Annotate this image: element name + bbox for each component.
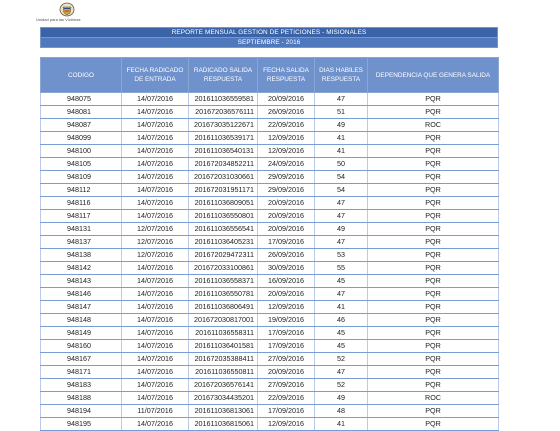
cell-fecha-radicado-entrada: 14/07/2016 xyxy=(122,93,189,106)
cell-radicado-salida: 201611036558311 xyxy=(189,327,258,340)
table-row xyxy=(41,106,499,119)
cell-fecha-radicado-entrada: 14/07/2016 xyxy=(122,379,189,392)
cell-dias-habiles: 53 xyxy=(315,249,368,262)
cell-dependencia: PQR xyxy=(368,405,499,418)
cell-codigo: 948160 xyxy=(41,340,122,353)
cell-dias-habiles: 54 xyxy=(315,184,368,197)
table-row xyxy=(41,171,499,184)
cell-fecha-radicado-entrada: 14/07/2016 xyxy=(122,418,189,431)
cell-fecha-salida: 26/09/2016 xyxy=(258,106,315,119)
cell-dependencia: PQR xyxy=(368,366,499,379)
cell-radicado-salida: 201611036815061 xyxy=(189,418,258,431)
cell-codigo: 948112 xyxy=(41,184,122,197)
cell-dependencia: PQR xyxy=(368,145,499,158)
cell-dependencia: PQR xyxy=(368,184,499,197)
cell-codigo: 948075 xyxy=(41,93,122,106)
cell-radicado-salida: 201672036576111 xyxy=(189,106,258,119)
cell-dias-habiles: 45 xyxy=(315,275,368,288)
table-row xyxy=(41,93,499,106)
cell-fecha-salida: 12/09/2016 xyxy=(258,145,315,158)
cell-dependencia: PQR xyxy=(368,106,499,119)
cell-radicado-salida: 201611036405231 xyxy=(189,236,258,249)
table-row xyxy=(41,210,499,223)
cell-fecha-radicado-entrada: 14/07/2016 xyxy=(122,314,189,327)
cell-dependencia: PQR xyxy=(368,262,499,275)
table-row xyxy=(41,197,499,210)
cell-dependencia: PQR xyxy=(368,249,499,262)
cell-dependencia: PQR xyxy=(368,379,499,392)
table-row xyxy=(41,262,499,275)
cell-fecha-salida: 19/09/2016 xyxy=(258,314,315,327)
cell-dependencia: PQR xyxy=(368,301,499,314)
cell-codigo: 948081 xyxy=(41,106,122,119)
cell-fecha-salida: 29/09/2016 xyxy=(258,184,315,197)
cell-fecha-salida: 20/09/2016 xyxy=(258,197,315,210)
cell-fecha-salida: 17/09/2016 xyxy=(258,405,315,418)
cell-radicado-salida: 201672030817001 xyxy=(189,314,258,327)
table-row xyxy=(41,119,499,132)
cell-dependencia: PQR xyxy=(368,353,499,366)
cell-codigo: 948099 xyxy=(41,132,122,145)
cell-radicado-salida: 201673035122671 xyxy=(189,119,258,132)
cell-dias-habiles: 47 xyxy=(315,236,368,249)
cell-fecha-radicado-entrada: 14/07/2016 xyxy=(122,288,189,301)
report-table xyxy=(40,57,499,431)
cell-dias-habiles: 47 xyxy=(315,210,368,223)
table-row xyxy=(41,301,499,314)
cell-dependencia: PQR xyxy=(368,210,499,223)
cell-dias-habiles: 50 xyxy=(315,158,368,171)
cell-codigo: 948149 xyxy=(41,327,122,340)
cell-dias-habiles: 47 xyxy=(315,197,368,210)
cell-fecha-radicado-entrada: 14/07/2016 xyxy=(122,106,189,119)
table-row xyxy=(41,249,499,262)
cell-radicado-salida: 201673034435201 xyxy=(189,392,258,405)
cell-dias-habiles: 49 xyxy=(315,392,368,405)
cell-fecha-radicado-entrada: 14/07/2016 xyxy=(122,184,189,197)
cell-dias-habiles: 41 xyxy=(315,418,368,431)
cell-fecha-radicado-entrada: 14/07/2016 xyxy=(122,275,189,288)
cell-fecha-radicado-entrada: 14/07/2016 xyxy=(122,366,189,379)
cell-radicado-salida: 201611036550801 xyxy=(189,210,258,223)
cell-dependencia: ROC xyxy=(368,119,499,132)
cell-radicado-salida: 201672031951171 xyxy=(189,184,258,197)
cell-fecha-radicado-entrada: 14/07/2016 xyxy=(122,197,189,210)
cell-radicado-salida: 201611036556541 xyxy=(189,223,258,236)
table-row xyxy=(41,418,499,431)
table-header xyxy=(41,58,499,93)
cell-fecha-radicado-entrada: 14/07/2016 xyxy=(122,327,189,340)
coat-of-arms-icon xyxy=(56,2,78,17)
cell-codigo: 948195 xyxy=(41,418,122,431)
cell-fecha-salida: 20/09/2016 xyxy=(258,93,315,106)
cell-radicado-salida: 201672034852211 xyxy=(189,158,258,171)
cell-dependencia: PQR xyxy=(368,223,499,236)
cell-codigo: 948147 xyxy=(41,301,122,314)
cell-fecha-salida: 27/09/2016 xyxy=(258,353,315,366)
column-header-codigo: CODIGO xyxy=(41,58,122,93)
column-header-fecha-radicado-entrada: FECHA RADICADO DE ENTRADA xyxy=(122,58,189,93)
cell-fecha-salida: 20/09/2016 xyxy=(258,288,315,301)
cell-dias-habiles: 41 xyxy=(315,301,368,314)
logo xyxy=(26,2,116,26)
cell-fecha-salida: 12/09/2016 xyxy=(258,132,315,145)
cell-fecha-salida: 24/09/2016 xyxy=(258,158,315,171)
cell-radicado-salida: 201611036806491 xyxy=(189,301,258,314)
cell-fecha-salida: 22/09/2016 xyxy=(258,119,315,132)
cell-dependencia: PQR xyxy=(368,171,499,184)
cell-fecha-radicado-entrada: 14/07/2016 xyxy=(122,210,189,223)
cell-radicado-salida: 201611036550811 xyxy=(189,366,258,379)
cell-codigo: 948188 xyxy=(41,392,122,405)
table-row xyxy=(41,392,499,405)
cell-dias-habiles: 51 xyxy=(315,106,368,119)
cell-codigo: 948183 xyxy=(41,379,122,392)
cell-radicado-salida: 201611036813061 xyxy=(189,405,258,418)
cell-fecha-radicado-entrada: 14/07/2016 xyxy=(122,262,189,275)
cell-dias-habiles: 52 xyxy=(315,353,368,366)
cell-dependencia: PQR xyxy=(368,327,499,340)
cell-codigo: 948137 xyxy=(41,236,122,249)
cell-fecha-radicado-entrada: 14/07/2016 xyxy=(122,132,189,145)
table-row xyxy=(41,288,499,301)
cell-fecha-salida: 20/09/2016 xyxy=(258,223,315,236)
table-row xyxy=(41,132,499,145)
table-row xyxy=(41,405,499,418)
cell-fecha-radicado-entrada: 14/07/2016 xyxy=(122,392,189,405)
cell-dias-habiles: 47 xyxy=(315,288,368,301)
cell-codigo: 948194 xyxy=(41,405,122,418)
cell-fecha-radicado-entrada: 14/07/2016 xyxy=(122,145,189,158)
cell-dias-habiles: 48 xyxy=(315,405,368,418)
report-period: SEPTIEMBRE - 2016 xyxy=(40,37,498,48)
table-row xyxy=(41,223,499,236)
cell-dias-habiles: 49 xyxy=(315,223,368,236)
cell-codigo: 948138 xyxy=(41,249,122,262)
cell-dependencia: PQR xyxy=(368,288,499,301)
cell-dias-habiles: 49 xyxy=(315,119,368,132)
cell-codigo: 948171 xyxy=(41,366,122,379)
cell-dias-habiles: 41 xyxy=(315,145,368,158)
cell-dias-habiles: 52 xyxy=(315,379,368,392)
cell-radicado-salida: 201672036576141 xyxy=(189,379,258,392)
cell-dias-habiles: 46 xyxy=(315,314,368,327)
table-row xyxy=(41,236,499,249)
cell-codigo: 948116 xyxy=(41,197,122,210)
cell-dependencia: PQR xyxy=(368,197,499,210)
cell-fecha-salida: 20/09/2016 xyxy=(258,366,315,379)
table-row xyxy=(41,366,499,379)
cell-fecha-radicado-entrada: 14/07/2016 xyxy=(122,353,189,366)
logo-text: Unidad para las Víctimas xyxy=(36,17,81,22)
cell-codigo: 948148 xyxy=(41,314,122,327)
cell-codigo: 948117 xyxy=(41,210,122,223)
cell-fecha-radicado-entrada: 14/07/2016 xyxy=(122,158,189,171)
cell-codigo: 948146 xyxy=(41,288,122,301)
cell-dias-habiles: 55 xyxy=(315,262,368,275)
table-row xyxy=(41,353,499,366)
cell-fecha-salida: 20/09/2016 xyxy=(258,210,315,223)
report-title: REPORTE MENSUAL GESTION DE PETICIONES - MISIONALES xyxy=(40,27,498,37)
cell-fecha-salida: 29/09/2016 xyxy=(258,171,315,184)
cell-dias-habiles: 54 xyxy=(315,171,368,184)
cell-codigo: 948143 xyxy=(41,275,122,288)
cell-radicado-salida: 201611036559581 xyxy=(189,93,258,106)
cell-dependencia: PQR xyxy=(368,93,499,106)
cell-fecha-radicado-entrada: 12/07/2016 xyxy=(122,236,189,249)
header-row xyxy=(41,58,499,93)
cell-radicado-salida: 201611036401581 xyxy=(189,340,258,353)
cell-fecha-salida: 30/09/2016 xyxy=(258,262,315,275)
cell-dependencia: PQR xyxy=(368,132,499,145)
cell-codigo: 948142 xyxy=(41,262,122,275)
cell-fecha-salida: 17/09/2016 xyxy=(258,236,315,249)
spacer xyxy=(40,48,498,57)
cell-fecha-salida: 27/09/2016 xyxy=(258,379,315,392)
cell-codigo: 948100 xyxy=(41,145,122,158)
cell-fecha-radicado-entrada: 12/07/2016 xyxy=(122,223,189,236)
cell-dependencia: ROC xyxy=(368,392,499,405)
cell-fecha-salida: 22/09/2016 xyxy=(258,392,315,405)
cell-radicado-salida: 201611036539171 xyxy=(189,132,258,145)
table-row xyxy=(41,340,499,353)
cell-dias-habiles: 45 xyxy=(315,327,368,340)
cell-codigo: 948131 xyxy=(41,223,122,236)
report-sheet xyxy=(40,27,498,431)
cell-radicado-salida: 201611036540131 xyxy=(189,145,258,158)
cell-fecha-radicado-entrada: 11/07/2016 xyxy=(122,405,189,418)
cell-dependencia: PQR xyxy=(368,418,499,431)
cell-fecha-salida: 12/09/2016 xyxy=(258,418,315,431)
cell-fecha-radicado-entrada: 12/07/2016 xyxy=(122,249,189,262)
cell-radicado-salida: 201611036550781 xyxy=(189,288,258,301)
table-row xyxy=(41,145,499,158)
column-header-dias-habiles: DIAS HABILES RESPUESTA xyxy=(315,58,368,93)
cell-fecha-radicado-entrada: 14/07/2016 xyxy=(122,119,189,132)
table-row xyxy=(41,158,499,171)
cell-radicado-salida: 201611036809051 xyxy=(189,197,258,210)
cell-fecha-salida: 17/09/2016 xyxy=(258,327,315,340)
cell-codigo: 948087 xyxy=(41,119,122,132)
column-header-radicado-salida: RADICADO SALIDA RESPUESTA xyxy=(189,58,258,93)
table-row xyxy=(41,327,499,340)
column-header-fecha-salida: FECHA SALIDA RESPUESTA xyxy=(258,58,315,93)
cell-dependencia: PQR xyxy=(368,340,499,353)
cell-codigo: 948167 xyxy=(41,353,122,366)
cell-radicado-salida: 201672033100861 xyxy=(189,262,258,275)
cell-fecha-radicado-entrada: 14/07/2016 xyxy=(122,301,189,314)
cell-fecha-radicado-entrada: 14/07/2016 xyxy=(122,171,189,184)
table-row xyxy=(41,314,499,327)
cell-fecha-salida: 12/09/2016 xyxy=(258,301,315,314)
table-body xyxy=(41,93,499,431)
cell-fecha-salida: 17/09/2016 xyxy=(258,340,315,353)
cell-dias-habiles: 41 xyxy=(315,132,368,145)
table-row xyxy=(41,379,499,392)
cell-fecha-radicado-entrada: 14/07/2016 xyxy=(122,340,189,353)
cell-codigo: 948105 xyxy=(41,158,122,171)
cell-dependencia: PQR xyxy=(368,158,499,171)
column-header-dependencia: DEPENDENCIA QUE GENERA SALIDA xyxy=(368,58,499,93)
table-row xyxy=(41,184,499,197)
cell-dias-habiles: 47 xyxy=(315,366,368,379)
cell-dependencia: PQR xyxy=(368,236,499,249)
cell-radicado-salida: 201611036558371 xyxy=(189,275,258,288)
cell-radicado-salida: 201672031030661 xyxy=(189,171,258,184)
table-row xyxy=(41,275,499,288)
cell-codigo: 948109 xyxy=(41,171,122,184)
cell-radicado-salida: 201672029472311 xyxy=(189,249,258,262)
cell-radicado-salida: 201672035388411 xyxy=(189,353,258,366)
cell-fecha-salida: 26/09/2016 xyxy=(258,249,315,262)
cell-fecha-salida: 16/09/2016 xyxy=(258,275,315,288)
cell-dias-habiles: 47 xyxy=(315,93,368,106)
cell-dependencia: PQR xyxy=(368,314,499,327)
cell-dependencia: PQR xyxy=(368,275,499,288)
cell-dias-habiles: 45 xyxy=(315,340,368,353)
